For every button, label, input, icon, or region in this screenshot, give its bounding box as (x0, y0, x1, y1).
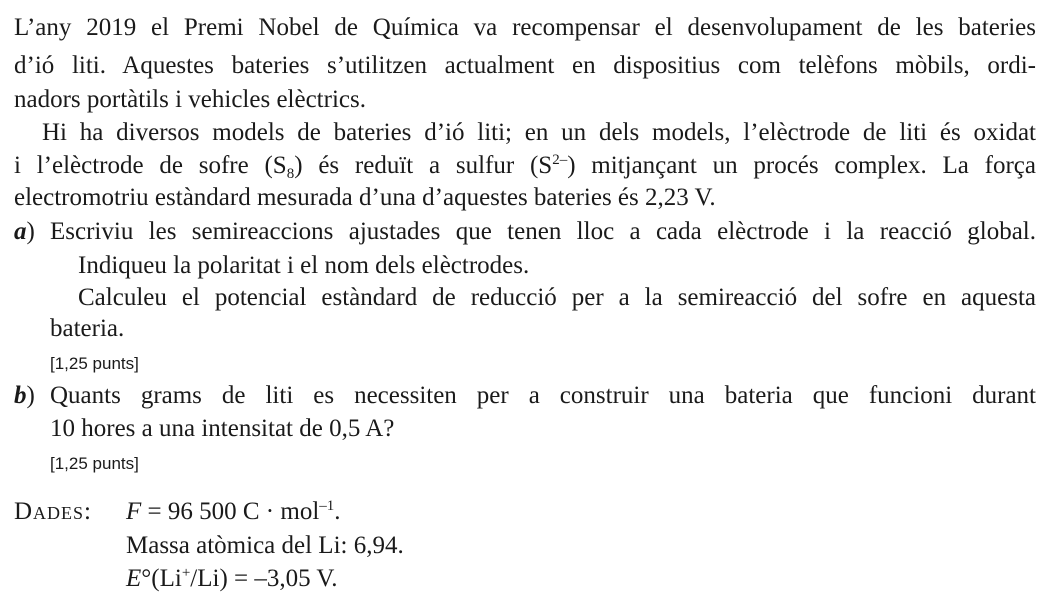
intro-line-5 (14, 150, 1036, 182)
data-heading: Dades: (14, 498, 93, 525)
text-fragment: ) mitjançant un procés complex. La força (567, 152, 1036, 179)
text-fragment: ) és reduït a sulfur (S (294, 152, 553, 179)
superscript-charge: 2– (552, 152, 568, 168)
question-a-line-1: Escriviu les semireaccions ajustades que tenen lloc a cada elèctrode i la reacció global. (50, 218, 1036, 245)
question-b-line-1: Quants grams de liti es necessiten per a construir una bateria que funcioni durant (50, 382, 1036, 409)
question-paren: ) (26, 218, 35, 245)
intro-line-6: electromotriu estàndard mesurada d’una d’aquestes bateries és 2,23 V. (14, 184, 716, 211)
data-faraday (126, 496, 341, 528)
intro-line-1: L’any 2019 el Premi Nobel de Química va recompensar el desenvolupament de les bateries (14, 14, 1036, 41)
question-b-line-2: 10 hores a una intensitat de 0,5 A? (50, 415, 395, 442)
intro-line-3: nadors portàtils i vehicles elèctrics. (14, 86, 366, 113)
question-b-label (14, 380, 35, 412)
question-a-line-2: Indiqueu la polaritat i el nom dels elèctrodes. (78, 252, 530, 279)
data-mass: Massa atòmica del Li: 6,94. (126, 532, 404, 559)
superscript-charge: + (181, 565, 191, 581)
data-potential (126, 563, 338, 595)
text-fragment: . (334, 498, 341, 525)
intro-line-4: Hi ha diversos models de bateries d’ió liti; en un dels models, l’elèctrode de liti és oxidat (42, 119, 1036, 146)
potential-symbol: E (126, 565, 142, 592)
question-b-points: [1,25 punts] (50, 454, 139, 473)
superscript-exponent: –1 (319, 498, 335, 514)
question-a-line-4: bateria. (50, 315, 125, 342)
question-letter: b (14, 382, 27, 409)
question-a-line-3: Calculeu el potencial estàndard de reducció per a la semireacció del sofre en aquesta (78, 284, 1036, 311)
text-fragment: /Li) = –3,05 V. (190, 565, 338, 592)
question-a-points: [1,25 punts] (50, 354, 139, 373)
faraday-symbol: F (126, 498, 142, 525)
question-a-label (14, 216, 35, 248)
text-fragment: °(Li (141, 565, 182, 592)
intro-line-2: d’ió liti. Aquestes bateries s’utilitzen actualment en dispositius com telèfons mòbils, ordi- (14, 52, 1036, 79)
subscript-8: 8 (286, 166, 295, 182)
question-letter: a (14, 218, 27, 245)
text-fragment: i l’elèctrode de sofre (S (14, 152, 287, 179)
text-fragment: = 96 500 C · mol (141, 498, 320, 525)
question-paren: ) (26, 382, 35, 409)
